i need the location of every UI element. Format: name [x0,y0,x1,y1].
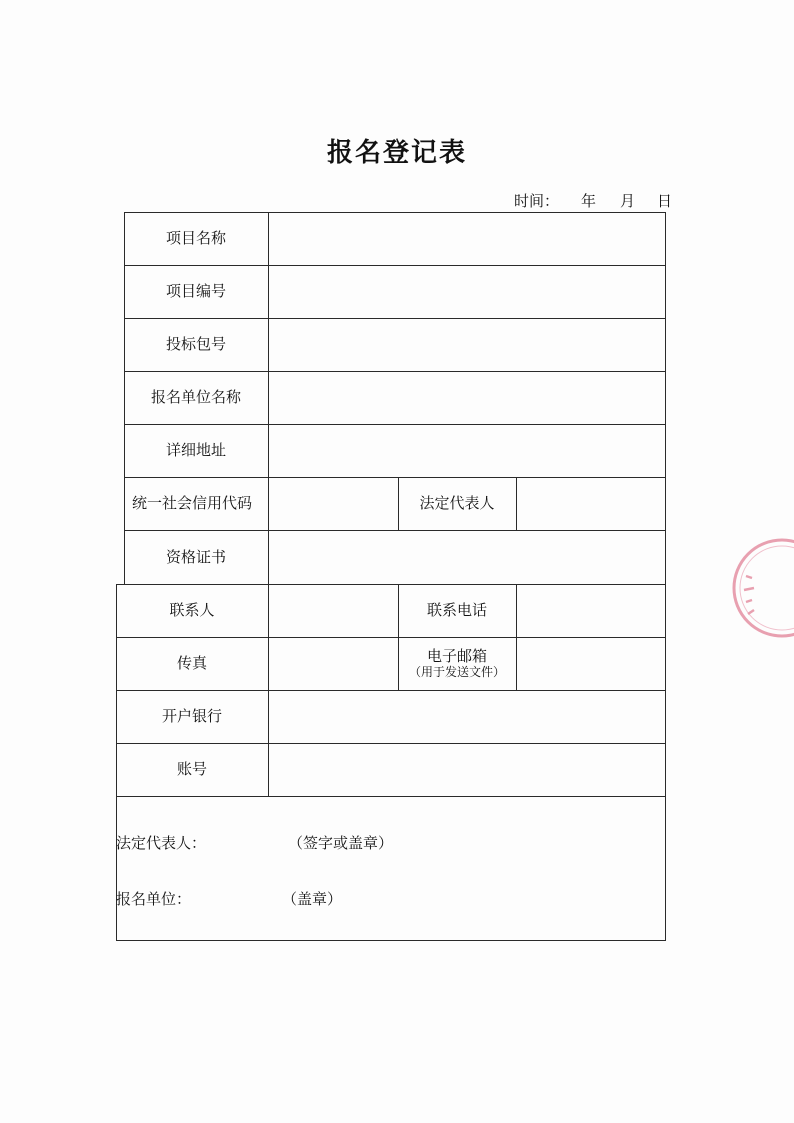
split-divider [516,477,517,530]
label-fax: 传真 [176,654,207,673]
date-label: 时间： [513,192,559,210]
signature-legal-rep-note: （签字或盖章） [288,834,394,852]
label-email-note: （用于发送文件） [408,665,505,680]
label-applicant-name: 报名单位名称 [150,388,241,407]
signature-legal-rep-label: 法定代表人： [116,834,207,852]
border-bottom [116,940,666,941]
split-divider [516,584,517,690]
label-contact: 联系人 [169,601,215,620]
form-title: 报名登记表 [326,138,467,168]
registration-form [116,212,666,941]
date-day: 日 [656,192,672,210]
label-credit-code: 统一社会信用代码 [131,494,252,513]
label-legal-rep: 法定代表人 [419,494,495,513]
label-email-text: 电子邮箱 [426,646,487,665]
label-account: 账号 [176,760,207,779]
label-bank: 开户银行 [161,707,222,726]
label-project-name: 项目名称 [165,229,226,248]
label-phone: 联系电话 [426,601,487,620]
signature-unit-note: （盖章） [282,890,343,908]
border-right [665,212,666,941]
date-month: 月 [619,192,635,210]
label-bid-package: 投标包号 [165,335,226,354]
label-column-divider [268,212,269,796]
label-address: 详细地址 [165,441,226,460]
date-year: 年 [580,192,596,210]
label-project-number: 项目编号 [165,282,226,301]
label-email [398,637,516,690]
red-seal-stamp [712,528,794,648]
label-qualification: 资格证书 [165,547,226,566]
date-line [514,190,672,211]
row-divider [116,796,666,797]
signature-unit-label: 报名单位： [116,890,192,908]
